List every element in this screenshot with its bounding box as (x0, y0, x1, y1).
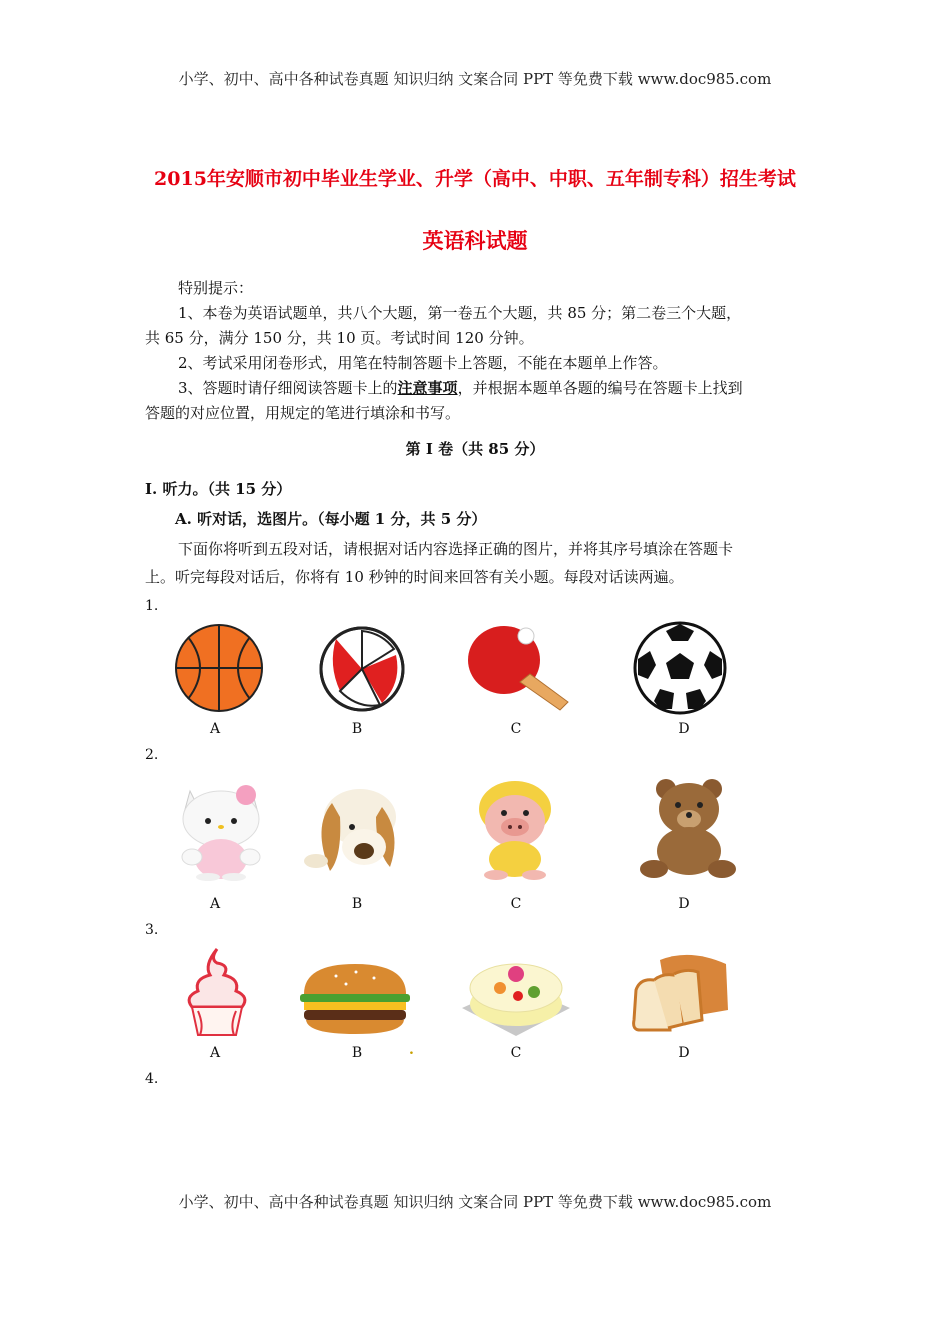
option-label: D (678, 721, 690, 737)
option-label: A (209, 721, 221, 737)
soccer-ball-icon (632, 621, 728, 715)
notice-heading: 特别提示： (178, 279, 254, 297)
question-number: 1. (145, 598, 159, 614)
notice-line-3a-pre: 3、答题时请仔细阅读答题卡上的 (178, 379, 398, 397)
option-label: D (678, 896, 690, 912)
option-label: B (351, 1045, 363, 1061)
question-number: 2. (145, 747, 159, 763)
option-label: A (209, 896, 221, 912)
option-label: C (510, 721, 522, 737)
option-label: D (678, 1045, 690, 1061)
teddy-bear-icon (636, 775, 742, 883)
notice-line-1a: 1、本卷为英语试题单，共八个大题，第一卷五个大题，共 85 分；第二卷三个大题， (178, 304, 742, 322)
instructions-line-a: 下面你将听到五段对话，请根据对话内容选择正确的图片，并将其序号填涂在答题卡 (178, 540, 734, 558)
page-footer: 小学、初中、高中各种试卷真题 知识归纳 文案合同 PPT 等免费下载 www.doc985.com (178, 1193, 772, 1211)
plush-dog-icon (302, 777, 408, 881)
section1-title: I. 听力。（共 15 分） (145, 480, 292, 498)
option-label: C (510, 1045, 522, 1061)
notice-line-3a-post: ，并根据本题单各题的编号在答题卡上找到 (457, 379, 743, 397)
basketball-icon (172, 623, 266, 713)
exam-title: 2015年安顺市初中毕业生学业、升学（高中、中职、五年制专科）招生考试 (154, 168, 796, 190)
option-label: C (510, 896, 522, 912)
subject-title: 英语科试题 (422, 228, 528, 253)
notice-emphasis: 注意事项 (397, 379, 458, 397)
option-label: B (351, 721, 363, 737)
ice-cream-icon (180, 945, 254, 1041)
question-number: 4. (145, 1071, 159, 1087)
page-header: 小学、初中、高中各种试卷真题 知识归纳 文案合同 PPT 等免费下载 www.doc985.com (178, 70, 772, 88)
instructions-line-b: 上。听完每段对话后，你将有 10 秒钟的时间来回答有关小题。每段对话读两遍。 (145, 568, 684, 586)
volleyball-icon (318, 625, 406, 713)
notice-line-2: 2、考试采用闭卷形式，用笔在特制答题卡上答题，不能在本题单上作答。 (178, 354, 668, 372)
stray-dot: . (409, 1042, 414, 1058)
plush-pig-icon (466, 777, 564, 881)
hello-kitty-toy-icon (172, 777, 270, 881)
sectionA-title: A. 听对话，选图片。（每小题 1 分，共 5 分） (175, 510, 487, 528)
ping-pong-paddle-icon (464, 622, 572, 714)
part1-title: 第 I 卷（共 85 分） (405, 440, 545, 458)
bread-icon (630, 950, 734, 1034)
option-label: A (209, 1045, 221, 1061)
cake-icon (456, 948, 574, 1040)
notice-line-3b: 答题的对应位置，用规定的笔进行填涂和书写。 (145, 404, 461, 422)
question-number: 3. (145, 922, 159, 938)
hamburger-icon (296, 960, 414, 1036)
notice-line-3a (178, 376, 743, 401)
option-label: B (351, 896, 363, 912)
notice-line-1b: 共 65 分，满分 150 分，共 10 页。考试时间 120 分钟。 (145, 329, 534, 347)
